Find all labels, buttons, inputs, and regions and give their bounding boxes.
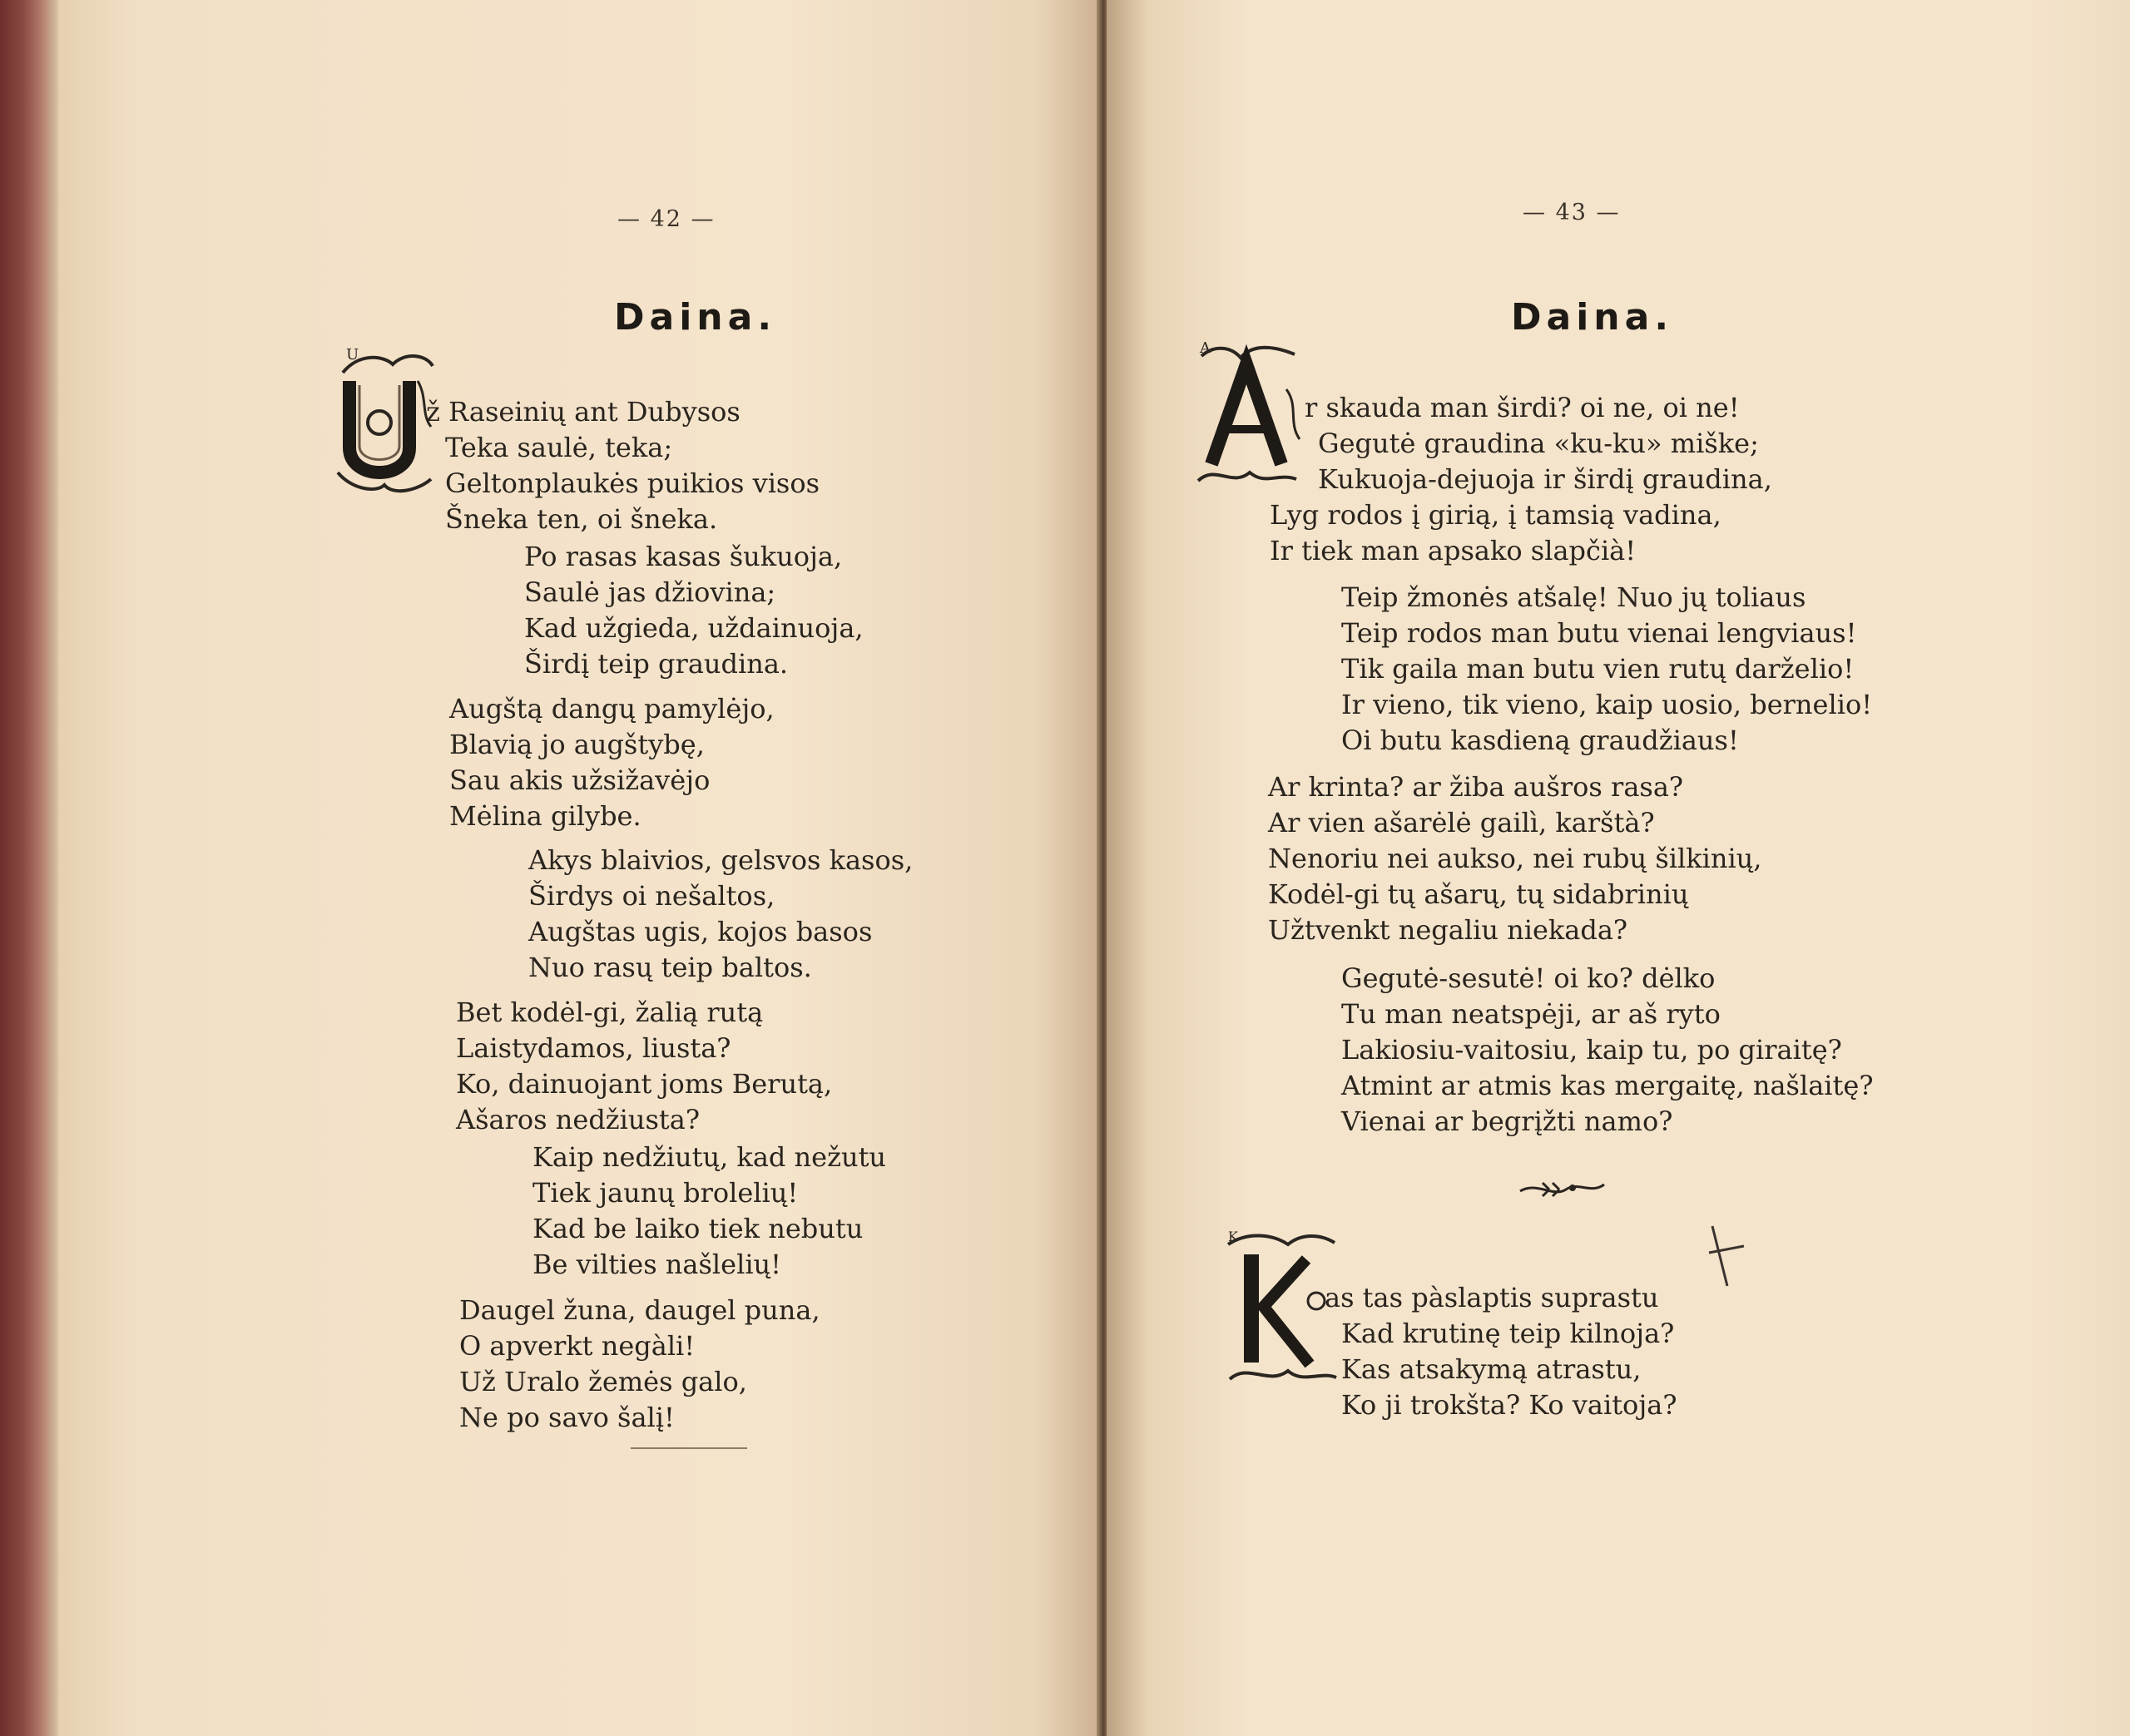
verse-line: ž Raseinių ant Dubysos — [426, 396, 741, 428]
verse-line: Lakiosiu-vaitosiu, kaip tu, po giraitę? — [1341, 1034, 1842, 1066]
verse-line: Už Uralo žemės galo, — [459, 1366, 747, 1397]
verse-line: Kodėl-gi tų ašarų, tų sidabrinių — [1268, 878, 1689, 910]
verse-line: r skauda man širdi? oi ne, oi ne! — [1305, 392, 1740, 423]
verse-line: Akys blaivios, gelsvos kasos, — [528, 844, 914, 876]
verse-line: Tiek jaunų brolelių! — [532, 1177, 799, 1209]
verse-line: Kad krutinę teip kilnoja? — [1341, 1318, 1675, 1349]
verse-line: Teip žmonės atšalę! Nuo jų toliaus — [1341, 581, 1806, 613]
verse-line: Ar vien ašarėlė gailì, karštà? — [1268, 807, 1655, 838]
verse-line: Širdį teip graudina. — [524, 648, 789, 680]
verse-line: Užtvenkt negaliu niekada? — [1268, 914, 1628, 946]
verse-line: Laistydamos, liusta? — [456, 1032, 731, 1064]
ornamental-drop-cap-k — [1223, 1229, 1340, 1387]
verse-line: Ne po savo šalį! — [459, 1402, 675, 1433]
verse-line: Kad be laiko tiek nebutu — [532, 1213, 864, 1244]
drop-cap-letter: U — [346, 348, 359, 364]
page-edges — [0, 0, 58, 1736]
verse-line: Nuo rasų teip baltos. — [528, 952, 812, 983]
fleuron-ornament — [1516, 1173, 1607, 1206]
page-number: — 43 — — [1523, 200, 1621, 225]
verse-line: Teip rodos man butu vienai lengviaus! — [1341, 617, 1857, 649]
verse-line: Ko, dainuojant joms Berutą, — [456, 1068, 833, 1100]
verse-line: Be vilties našlelių! — [532, 1249, 782, 1280]
verse-line: Tu man neatspėji, ar aš ryto — [1341, 998, 1721, 1030]
verse-line: Atmint ar atmis kas mergaitę, našlaitę? — [1341, 1070, 1874, 1101]
verse-line: Saulė jas džiovina; — [524, 576, 776, 608]
verse-line: Nenoriu nei aukso, nei rubų šilkinių, — [1268, 843, 1762, 874]
verse-line: Augštas ugis, kojos basos — [528, 916, 873, 947]
verse-line: Lyg rodos į girią, į tamsią vadina, — [1270, 499, 1721, 531]
verse-line: Daugel žuna, daugel puna, — [459, 1294, 820, 1326]
verse-line: Ko ji trokšta? Ko vaitoja? — [1341, 1389, 1677, 1421]
right-page — [1107, 0, 2130, 1736]
verse-line: Augštą dangų pamylėjo, — [449, 693, 775, 725]
poem-title: Daina. — [614, 296, 777, 339]
ornamental-drop-cap-a — [1195, 339, 1303, 489]
drop-cap-letter: K — [1228, 1229, 1238, 1244]
verse-line: Ir tiek man apsako slapčià! — [1270, 535, 1637, 566]
verse-line: as tas pàslaptis suprastu — [1325, 1282, 1659, 1313]
verse-line: Vienai ar begrįžti namo? — [1341, 1105, 1673, 1137]
verse-line: Kad užgieda, uždainuoja, — [524, 612, 864, 644]
drop-cap-letter: A — [1200, 339, 1211, 357]
left-page — [58, 0, 1098, 1736]
verse-line: O apverkt negàli! — [459, 1330, 696, 1362]
verse-line: Sau akis užsižavėjo — [449, 764, 711, 796]
verse-line: Tik gaila man butu vien rutų darželio! — [1341, 653, 1855, 685]
verse-line: Ir vieno, tik vieno, kaip uosio, bernelio! — [1341, 689, 1873, 720]
verse-line: Gegutė-sesutė! oi ko? dėlko — [1341, 962, 1716, 994]
verse-line: Kaip nedžiutų, kad nežutu — [532, 1141, 887, 1173]
end-rule — [631, 1447, 747, 1449]
verse-line: Geltonplaukės puikios visos — [445, 467, 820, 499]
verse-line: Gegutė graudina «ku-ku» miške; — [1318, 428, 1759, 459]
verse-line: Mėlina gilybe. — [449, 800, 641, 832]
verse-line: Ar krinta? ar žiba aušros rasa? — [1268, 771, 1684, 803]
verse-line: Šneka ten, oi šneka. — [445, 503, 718, 535]
page-number: — 42 — — [617, 206, 716, 232]
pencil-cross-mark — [1706, 1223, 1747, 1289]
ornamental-drop-cap-u — [334, 348, 438, 497]
verse-line: Bet kodėl-gi, žalią rutą — [456, 997, 764, 1028]
verse-line: Teka saulė, teka; — [445, 432, 673, 463]
verse-line: Ašaros nedžiusta? — [456, 1104, 701, 1135]
verse-line: Kas atsakymą atrastu, — [1341, 1353, 1642, 1385]
verse-line: Po rasas kasas šukuoja, — [524, 541, 843, 572]
poem-title: Daina. — [1511, 296, 1674, 339]
verse-line: Širdys oi nešaltos, — [528, 880, 775, 912]
verse-line: Oi butu kasdieną graudžiaus! — [1341, 725, 1739, 756]
verse-line: Blavią jo augštybę, — [449, 729, 705, 760]
verse-line: Kukuoja-dejuoja ir širdį graudina, — [1318, 463, 1772, 495]
